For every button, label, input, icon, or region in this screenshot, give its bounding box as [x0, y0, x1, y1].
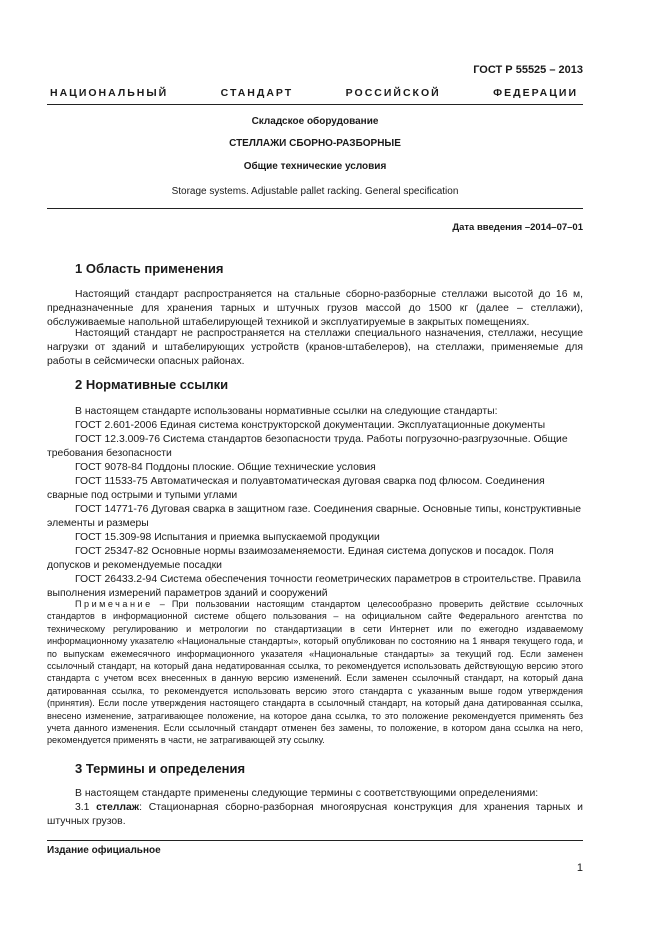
note-text: – При пользовании настоящим стандартом целесообразно проверить действие ссылочных стандартов в информационной системе общего пользования – на официальном сайте Федерального агентства по техническому регулированию и метрологии по стандартизации в сети Интернет или по ежегодно издаваемому информационному указателю «Национальные стандарты», который опубликован по состоянию на 1 января текущего года, и по выпускам ежемесячного информационного указателя «Национальные стандарты» за текущий год. Если заменен ссылочный стандарт, на который дана недатированная ссылка, то рекомендуется использовать действующую версию этого стандарта с учетом всех внесенных в данную версию изменений. Если заменен ссылочный стандарт, на который дана датированная ссылка, то рекомендуется использовать версию этого стандарта с указанным выше годом утверждения (принятия). Если после утверждения настоящего стандарта в ссылочный стандарт, на который дана датированная ссылка, внесено изменение, затрагивающее положение, на которое дана ссылка, то это положение рекомендуется применять без учета данного изменения. Если ссылочный стандарт отменен без замены, то положение, в котором дана ссылка на него, рекомендуется применять в части, не затрагивающей эту ссылку.	[47, 599, 583, 746]
term-number: 3.1	[75, 802, 97, 813]
header-rule	[47, 104, 583, 105]
section2-lead: В настоящем стандарте использованы нормативные ссылки на следующие стандарты:	[75, 406, 498, 417]
intro-date: Дата введения –2014–07–01	[452, 222, 583, 233]
title-main: СТЕЛЛАЖИ СБОРНО-РАЗБОРНЫЕ	[229, 138, 401, 149]
national-standard-banner: НАЦИОНАЛЬНЫЙ СТАНДАРТ РОССИЙСКОЙ ФЕДЕРАЦИИ	[50, 87, 578, 99]
title-rule	[47, 208, 583, 209]
section1-paragraph-1: Настоящий стандарт распространяется на стальные сборно-разборные стеллажи высотой до 16 м, предназначенные для хранения тарных и штучных грузов массой до 1500 кг (далее – стеллажи), обслуживаемые напольной штабелирующей техникой и эксплуатируемые в закрытых помещениях.	[47, 289, 583, 329]
section3-heading: 3 Термины и определения	[75, 761, 246, 776]
reference-item: ГОСТ 26433.2-94 Система обеспечения точности геометрических параметров в строительстве. Правила выполнения измерений параметров зданий и сооружений	[47, 574, 581, 599]
reference-item: ГОСТ 11533-75 Автоматическая и полуавтоматическая дуговая сварка под флюсом. Соединения сварные под острыми и тупыми углами	[47, 476, 545, 501]
reference-item: ГОСТ 25347-82 Основные нормы взаимозаменяемости. Единая система допусков и посадок. Поля допусков и рекомендуемые посадки	[47, 546, 554, 571]
edition-label: Издание официальное	[47, 845, 161, 856]
section1-heading: 1 Область применения	[75, 261, 224, 276]
reference-item: ГОСТ 15.309-98 Испытания и приемка выпускаемой продукции	[75, 532, 380, 543]
reference-item: ГОСТ 12.3.009-76 Система стандартов безопасности труда. Работы погрузочно-разгрузочные. Общие требования безопасности	[47, 434, 568, 459]
section2-heading: 2 Нормативные ссылки	[75, 377, 229, 392]
title-english: Storage systems. Adjustable pallet racking. General specification	[171, 186, 459, 197]
note-label: Примечание	[75, 599, 153, 609]
footer-rule	[47, 840, 583, 841]
reference-list	[47, 419, 583, 601]
term-definition	[47, 801, 583, 829]
title-sub: Общие технические условия	[243, 161, 387, 172]
reference-item: ГОСТ 9078-84 Поддоны плоские. Общие технические условия	[75, 462, 376, 473]
page-number: 1	[576, 862, 583, 874]
reference-item: ГОСТ 2.601-2006 Единая система конструкторской документации. Эксплуатационные документы	[75, 420, 546, 431]
title-category: Складское оборудование	[251, 116, 379, 127]
reference-note	[47, 598, 583, 747]
section3-lead: В настоящем стандарте применены следующие термины с соответствующими определениями:	[75, 788, 539, 799]
doc-code: ГОСТ Р 55525 – 2013	[473, 64, 583, 76]
term-word: стеллаж	[96, 802, 140, 813]
reference-item: ГОСТ 14771-76 Дуговая сварка в защитном газе. Соединения сварные. Основные типы, конструктивные элементы и размеры	[47, 504, 581, 529]
section1-paragraph-2: Настоящий стандарт не распространяется на стеллажи специального назначения, стеллажи, несущие нагрузки от зданий и штабелирующих устройств (кранов-штабелеров), на стеллажи, применяемые для работы в сейсмически опасных районах.	[47, 328, 583, 368]
term-definition-text: : Стационарная сборно-разборная многоярусная конструкция для хранения тарных и штучных грузов.	[47, 802, 583, 828]
